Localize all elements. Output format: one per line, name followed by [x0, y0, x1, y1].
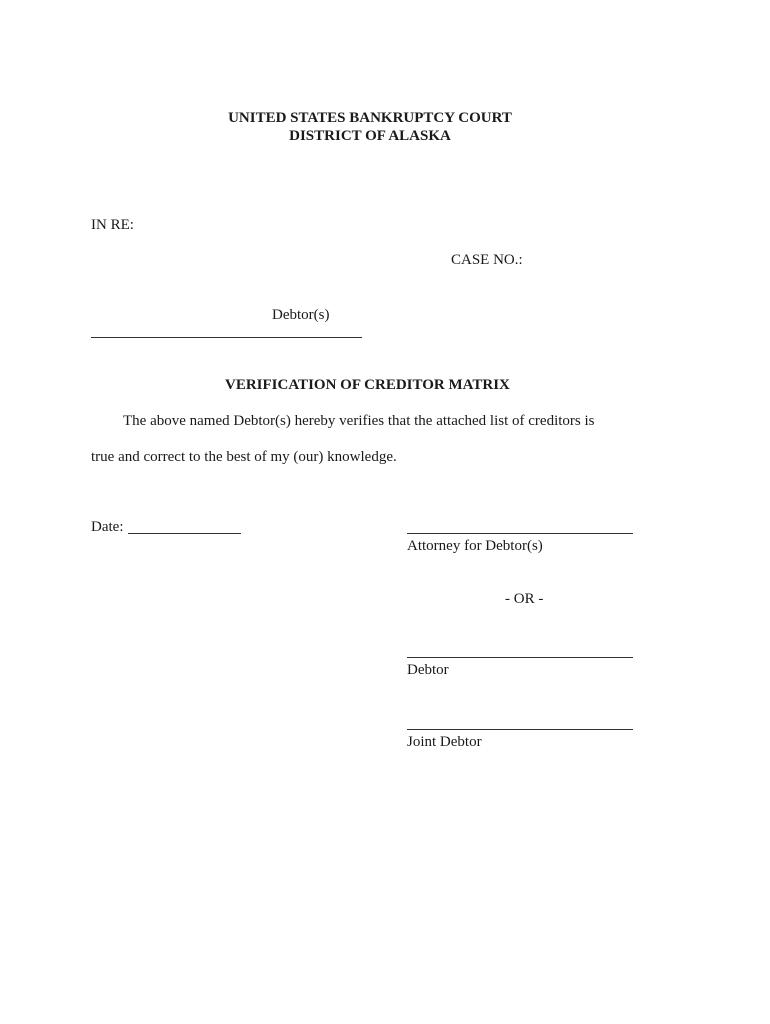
caption-divider [91, 337, 362, 338]
debtor-signature-label: Debtor [407, 662, 449, 678]
in-re-label: IN RE: [91, 217, 134, 233]
attorney-signature-line[interactable] [407, 533, 633, 534]
body-line-1: The above named Debtor(s) hereby verifies that the attached list of creditors is [123, 413, 595, 429]
document-title: VERIFICATION OF CREDITOR MATRIX [225, 377, 510, 393]
body-line-2: true and correct to the best of my (our) knowledge. [91, 449, 397, 465]
court-name: UNITED STATES BANKRUPTCY COURT [228, 110, 512, 126]
joint-debtor-signature-label: Joint Debtor [407, 734, 482, 750]
court-district: DISTRICT OF ALASKA [289, 128, 451, 144]
debtors-label: Debtor(s) [272, 307, 330, 323]
attorney-signature-label: Attorney for Debtor(s) [407, 538, 543, 554]
joint-debtor-signature-line[interactable] [407, 729, 633, 730]
debtor-signature-line[interactable] [407, 657, 633, 658]
date-field-line[interactable] [128, 533, 241, 534]
or-separator: - OR - [505, 591, 544, 607]
date-label: Date: [91, 519, 124, 535]
case-number-label: CASE NO.: [451, 252, 523, 268]
